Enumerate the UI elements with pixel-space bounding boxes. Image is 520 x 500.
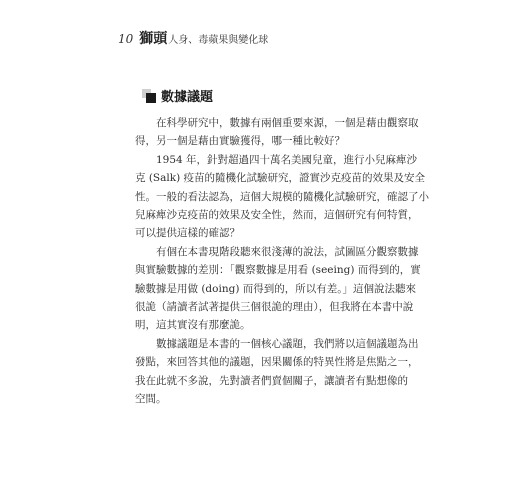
square-bullet-icon [142,89,156,103]
book-title: 人身、毒蘋果與變化球 [168,35,269,46]
paragraph [135,335,419,409]
text-line: 性。一般的看法認為，這個大規模的隨機化試驗研究，確認了小 [135,190,429,203]
paragraph [135,114,419,151]
text-line: 發點，來回答其他的議題，因果關係的特異性將是焦點之一， [135,356,419,369]
text-line: 空間。 [135,393,167,406]
text-line: 得，另一個是藉由實驗獲得，哪一種比較好？ [135,135,345,148]
body-text [135,114,429,409]
section-heading [142,86,213,105]
page-number: 10 [118,32,134,46]
text-line: 數據議題是本書的一個核心議題，我們將以這個議題為出 [156,337,419,350]
text-line: 驗數據是用做 (doing) 而得到的，所以有差。」這個說法聽來 [135,282,417,295]
text-line: 克 (Salk) 疫苗的隨機化試驗研究，證實沙克疫苗的效果及安全 [135,172,426,185]
text-line: 兒麻痺沙克疫苗的效果及安全性，然而，這個研究有何特質， [135,209,419,222]
text-line: 有個在本書現階段聽來很淺薄的說法，試圖區分觀察數據 [156,245,419,258]
text-line: 我在此就不多說，先對讀者們賣個關子，讓讀者有點想像的 [135,374,408,387]
text-line: 在科學研究中，數據有兩個重要來源，一個是藉由觀察取 [156,117,419,129]
paragraph [135,243,421,335]
text-line: 與實驗數據的差別：「觀察數據是用看 (seeing) 而得到的，實 [135,264,421,277]
text-line: 很詭（請讀者試著提供三個很詭的理由），但我將在本書中說 [135,301,414,314]
paragraph [135,151,429,243]
running-header [118,28,268,48]
book-brand: 獅頭 [139,31,168,47]
text-line: 明，這其實沒有那麼詭。 [135,319,251,332]
text-line: 可以提供這樣的確認？ [135,227,240,240]
text-line: 1954 年，針對超過四十萬名美國兒童，進行小兒麻痺沙 [156,153,418,166]
section-title: 數據議題 [161,90,214,105]
